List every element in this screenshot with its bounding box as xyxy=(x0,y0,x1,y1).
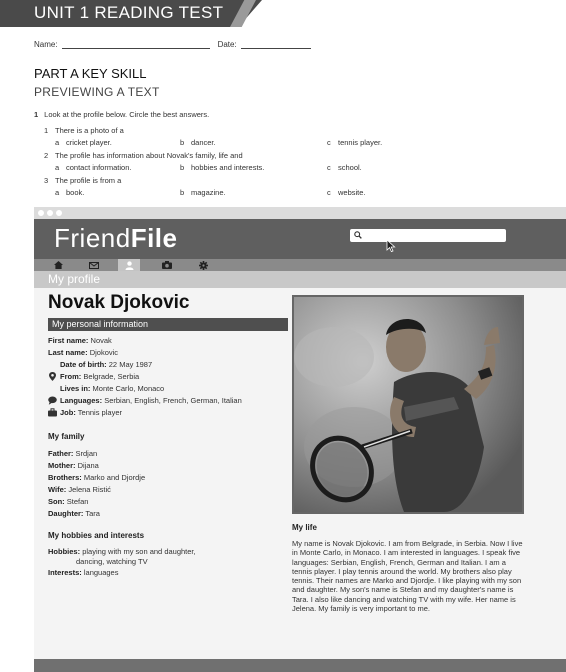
name-date-line xyxy=(34,40,319,49)
search-input[interactable] xyxy=(350,229,506,242)
browser-bottom-bar xyxy=(34,659,566,672)
first-name-row: First name: Novak xyxy=(48,336,112,345)
question-text: There is a photo of a xyxy=(55,126,124,135)
mail-icon xyxy=(89,262,99,269)
life-heading: My life xyxy=(292,523,317,532)
tennis-player-photo xyxy=(292,295,524,514)
life-text: My name is Novak Djokovic. I am from Belgrade, in Serbia. Now I live in Monte Carlo, in Monaco. I am interested in languages. I speak five languages: Serbian, English, French, German and Italian. I am a tennis player. I play tennis around the world. My brothers also play tennis. Their names are Marko and Djordje. I like playing with my son and daughter. My son's name is Stefan and my daughter's name is Tara. I also like dancing and watching TV with my wife. Her name is Jelena. My family is very important to me. xyxy=(292,539,523,614)
gear-icon xyxy=(199,261,208,270)
lives-row: Lives in: Monte Carlo, Monaco xyxy=(60,384,165,393)
site-nav xyxy=(34,259,566,271)
job-row: Job: Tennis player xyxy=(60,408,122,417)
browser-title-bar xyxy=(34,207,566,219)
question-number: 3 xyxy=(44,176,49,185)
father-row: Father: Srdjan xyxy=(48,449,98,458)
window-dot-icon xyxy=(56,210,62,216)
hobbies-row: Hobbies: playing with my son and daughter, xyxy=(48,547,196,556)
mother-row: Mother: Dijana xyxy=(48,461,99,470)
option-3c[interactable]: c website. xyxy=(327,188,366,197)
option-2a[interactable]: a contact information. xyxy=(55,163,132,172)
part-title: PART A KEY SKILL xyxy=(34,66,147,81)
person-name: Novak Djokovic xyxy=(48,292,190,313)
instruction-number: 1 xyxy=(34,110,39,119)
family-heading: My family xyxy=(48,432,85,441)
languages-row: Languages: Serbian, English, French, German, Italian xyxy=(60,396,242,405)
question-number: 1 xyxy=(44,126,49,135)
tennis-player-photo-icon xyxy=(294,297,522,512)
nav-settings[interactable] xyxy=(192,259,214,271)
personal-info-bar: My personal information xyxy=(48,318,288,331)
option-3a[interactable]: a book. xyxy=(55,188,85,197)
option-2b[interactable]: b hobbies and interests. xyxy=(180,163,265,172)
nav-home[interactable] xyxy=(47,259,69,271)
date-field[interactable] xyxy=(241,41,311,49)
last-name-row: Last name: Djokovic xyxy=(48,348,119,357)
site-header xyxy=(34,219,566,259)
question-number: 2 xyxy=(44,151,49,160)
brothers-row: Brothers: Marko and Djordje xyxy=(48,473,146,482)
hobbies-row-cont: dancing, watching TV xyxy=(76,557,148,566)
instruction xyxy=(34,110,209,119)
part-subtitle: PREVIEWING A TEXT xyxy=(34,85,160,99)
option-3b[interactable]: b magazine. xyxy=(180,188,226,197)
option-1c[interactable]: c tennis player. xyxy=(327,138,383,147)
nav-mail[interactable] xyxy=(83,259,105,271)
name-field[interactable] xyxy=(62,41,210,49)
home-icon xyxy=(54,261,63,269)
profile-bar: My profile xyxy=(34,271,566,288)
profile-browser-window xyxy=(34,207,566,672)
option-1a[interactable]: a cricket player. xyxy=(55,138,112,147)
interests-row: Interests: languages xyxy=(48,568,119,577)
wife-row: Wife: Jelena Ristić xyxy=(48,485,111,494)
person-icon xyxy=(125,261,134,270)
from-row: From: Belgrade, Serbia xyxy=(60,372,140,381)
friendfile-logo[interactable]: FriendFile xyxy=(54,223,178,253)
search-icon xyxy=(354,231,362,239)
daughter-row: Daughter: Tara xyxy=(48,509,100,518)
instruction-text: Look at the profile below. Circle the best answers. xyxy=(44,110,210,119)
son-row: Son: Stefan xyxy=(48,497,89,506)
option-1b[interactable]: b dancer. xyxy=(180,138,216,147)
date-label: Date: xyxy=(217,40,237,49)
question-text: The profile has information about Novak's family, life and xyxy=(55,151,243,160)
briefcase-icon xyxy=(48,408,57,417)
hobbies-heading: My hobbies and interests xyxy=(48,531,145,540)
dob-row: Date of birth: 22 May 1987 xyxy=(60,360,153,369)
speech-bubble-icon xyxy=(48,396,57,405)
unit-title: UNIT 1 READING TEST xyxy=(34,3,224,22)
window-dot-icon xyxy=(38,210,44,216)
question-text: The profile is from a xyxy=(55,176,122,185)
option-2c[interactable]: c school. xyxy=(327,163,362,172)
window-dot-icon xyxy=(47,210,53,216)
camera-icon xyxy=(162,261,172,269)
nav-profile[interactable] xyxy=(118,259,140,271)
nav-photos[interactable] xyxy=(156,259,178,271)
location-pin-icon xyxy=(48,372,57,381)
name-label: Name: xyxy=(34,40,58,49)
mouse-cursor-icon xyxy=(386,239,396,253)
